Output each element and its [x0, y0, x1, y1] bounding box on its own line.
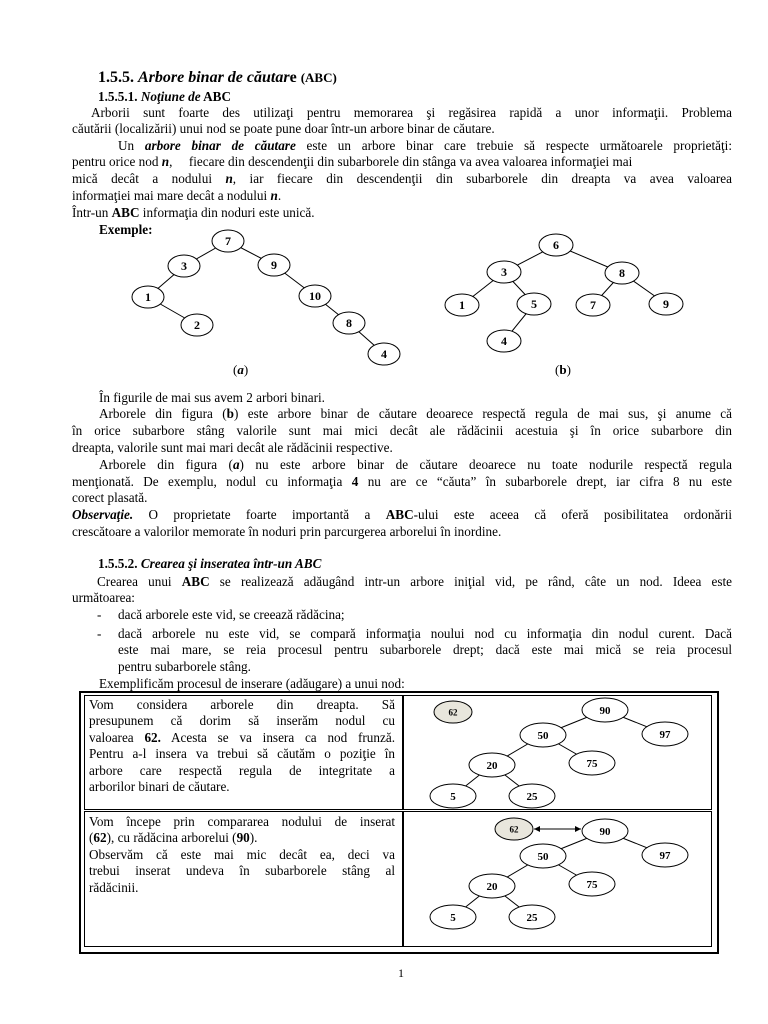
table-cell-r1c2 [403, 695, 712, 810]
tree-a-node-9 [258, 254, 290, 276]
tree-b-node-5 [517, 293, 551, 315]
tree-a-figure [132, 230, 400, 365]
svg-text:97: 97 [659, 849, 671, 862]
tree-a-node-2 [181, 314, 213, 336]
svg-text:25: 25 [526, 790, 538, 803]
discussion-p1: În figurile de mai sus avem 2 arbori binari. [99, 390, 325, 405]
svg-text:7: 7 [590, 298, 596, 313]
discussion-p2-line-2: în orice subarbore stâng valorile sunt mai mici decât ale rădăcinii acestuia şi în orice subarbore din [72, 423, 732, 438]
svg-text:75: 75 [586, 757, 598, 770]
tree-b-node-6 [539, 234, 573, 256]
discussion-p3-line-3: corect plasată. [72, 490, 148, 505]
intro-line-2: căutării (localizării) unui nod se poate pune doar într-un arbore binar de căutare. [72, 121, 495, 136]
creation-line-2: următoarea: [72, 590, 135, 605]
subsection-heading-1: 1.5.5.1. Noţiune de ABC [98, 89, 231, 104]
bullet-2-line-3: pentru subarborele stâng. [118, 659, 251, 674]
observation-line-2: crescătoare a valorilor memorate în noduri prin parcurgerea arborelui în inordine. [72, 524, 502, 539]
svg-text:20: 20 [486, 759, 498, 772]
tree-a-node-8 [333, 312, 365, 334]
tree-b-node-9 [649, 293, 683, 315]
discussion-p2-line-1: Arborele din figura (b) este arbore binar de căutare deoarece respectă regula de mai sus, şi anume că [99, 406, 732, 421]
tree-a-node-1 [132, 286, 164, 308]
tree-b-node-4 [487, 330, 521, 352]
svg-text:2: 2 [194, 318, 200, 333]
tree-b-node-1 [445, 294, 479, 316]
svg-text:1: 1 [459, 298, 465, 313]
bullet-2-line-2: este mai mare, se reia procesul pentru subarborele drept; dacă este mai mică se reia procesul [118, 642, 732, 657]
svg-text:5: 5 [531, 297, 537, 312]
bullet-1: dacă arborele este vid, se creează rădăcina; [118, 607, 345, 622]
svg-text:10: 10 [309, 289, 321, 304]
svg-text:50: 50 [537, 850, 549, 863]
definition-line: Un arbore binar de căutare este un arbore binar care trebuie să respecte următoarele proprietăţi: [118, 138, 733, 153]
tree-a-node-4 [368, 343, 400, 365]
tree-b-node-7 [576, 294, 610, 316]
svg-text:1: 1 [145, 290, 151, 305]
caption-b: (b) [555, 362, 571, 377]
svg-text:5: 5 [450, 790, 456, 803]
caption-a: (a) [233, 362, 249, 377]
definition-term: arbore binar de căutare [144, 138, 296, 153]
svg-text:7: 7 [225, 234, 231, 249]
observation-line-1: Observaţie. O proprietate foarte importantă a ABC-ului este aceea că oferă posibilitatea ordonării [72, 507, 733, 522]
svg-text:62: 62 [448, 707, 458, 718]
intro-line-5: mică decât a nodului n, iar fiecare din descendenţii din subarborele din dreapta va avea valoarea [72, 171, 732, 186]
bullet-marker-2: - [97, 626, 102, 641]
bullet-2-line-1: dacă arborele nu este vid, se compară informaţia noului nod cu informaţia din nodul curent. Dacă [118, 626, 732, 641]
table-cell-r2c2 [403, 811, 712, 947]
tree-b-figure [445, 234, 683, 352]
creation-line-1: Crearea unui ABC se realizează adăugând intr-un arbore iniţial vid, pe rând, câte un nod. Ideea este [97, 574, 733, 589]
tree-a-node-3 [168, 255, 200, 277]
svg-text:97: 97 [659, 728, 671, 741]
page-number: 1 [398, 966, 404, 980]
svg-text:50: 50 [537, 729, 549, 742]
svg-text:25: 25 [526, 911, 538, 924]
discussion-p3-line-2: menţionată. De exemplu, nodul cu informaţia 4 nu are ce “căuta” în subarborele drept, iar cifra 8 nu este [72, 474, 732, 489]
intro-line-6: informaţiei mai mare decât a nodului n. [72, 188, 282, 203]
example-intro: Exemplificăm procesul de inserare (adăugare) a unui nod: [99, 676, 405, 691]
discussion-p2-line-3: dreapta, valorile sunt mai mari decât ale rădăcinii respective. [72, 440, 393, 455]
svg-text:20: 20 [486, 880, 498, 893]
section-heading: 1.5.5. Arbore binar de căutare (ABC) [98, 69, 337, 86]
discussion-p3-line-1: Arborele din figura (a) nu este arbore binar de căutare deoarece nu toate nodurile respectă regula [99, 457, 732, 472]
tree-a-node-7 [212, 230, 244, 252]
tree-b-node-8 [605, 262, 639, 284]
tree-a-node-10 [299, 285, 331, 307]
svg-text:4: 4 [381, 347, 387, 362]
svg-text:75: 75 [586, 878, 598, 891]
svg-text:9: 9 [663, 297, 669, 312]
row2-text: Vom începe prin compararea nodului de inserat (62), cu rădăcina arborelui (90). Observăm că este mai mic decât ea, deci va trebui inserat undeva în subarborele stâng al rădăcinii. [89, 814, 395, 895]
svg-text:6: 6 [553, 238, 559, 253]
bullet-marker-1: - [97, 607, 102, 622]
svg-text:90: 90 [599, 825, 611, 838]
examples-label: Exemple: [99, 222, 153, 237]
svg-text:5: 5 [450, 911, 456, 924]
svg-text:8: 8 [346, 316, 352, 331]
svg-text:4: 4 [501, 334, 507, 349]
row1-text: Vom considera arborele din dreapta. Să presupunem că dorim să inserăm nodul cu valoarea 62. Acesta se va insera ca nod frunză. Pentru a-l insera va trebui să căutăm o poziţie în arbore care respectă regula de integritate a arborilor binari de căutare. [89, 697, 395, 795]
svg-text:9: 9 [271, 258, 277, 273]
svg-text:3: 3 [181, 259, 187, 274]
svg-text:62: 62 [509, 824, 519, 835]
subsection-heading-2: 1.5.5.2. Crearea şi inseratea într-un ABC [98, 556, 322, 571]
svg-text:90: 90 [599, 704, 611, 717]
svg-text:3: 3 [501, 265, 507, 280]
intro-line-1: Arborii sunt foarte des utilizaţi pentru memorarea şi regăsirea rapidă a unor informaţii. Problema [91, 105, 732, 120]
observation-label: Observaţie. [72, 507, 134, 522]
svg-text:8: 8 [619, 266, 625, 281]
intro-line-7: Într-un ABC informaţia din noduri este unică. [72, 205, 315, 220]
tree-b-node-3 [487, 261, 521, 283]
intro-line-4: pentru orice nod n, fiecare din descendenţii din subarborele din stânga va avea valoarea informaţiei mai [72, 154, 633, 169]
